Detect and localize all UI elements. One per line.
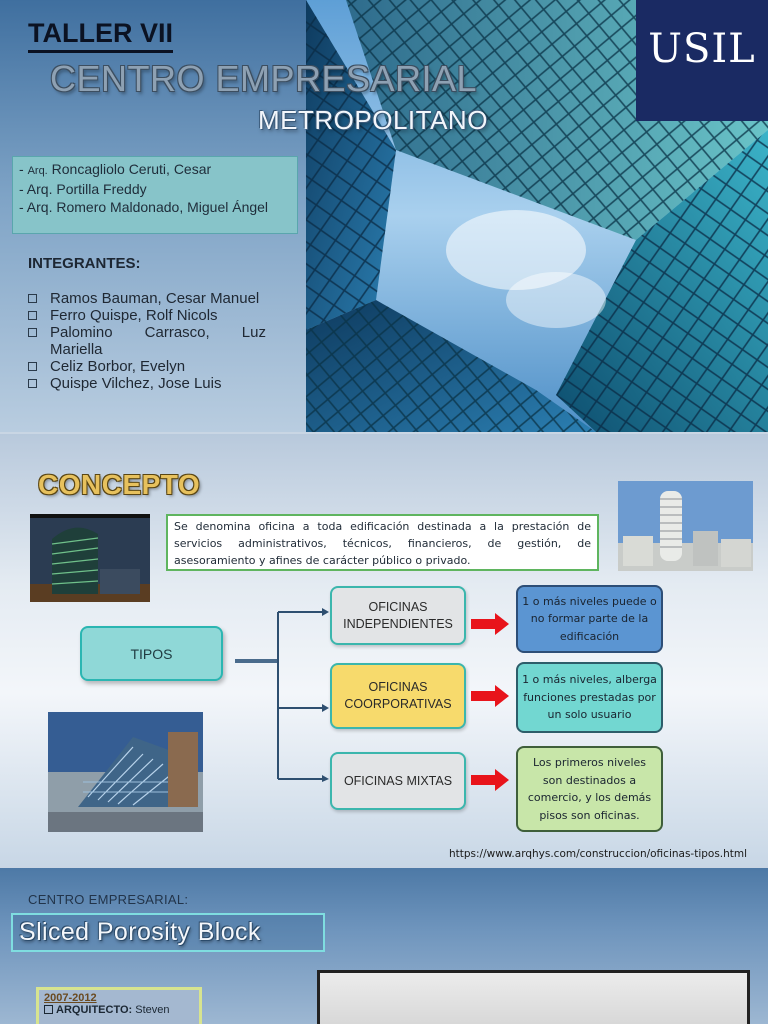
type-box-independent: OFICINAS INDEPENDIENTES xyxy=(330,586,466,645)
type-box-mixed: OFICINAS MIXTAS xyxy=(330,752,466,810)
case-label: CENTRO EMPRESARIAL: xyxy=(28,892,189,907)
architect-item: - Arq. Portilla Freddy xyxy=(19,181,147,197)
usil-logo xyxy=(636,0,768,121)
types-root-box: TIPOS xyxy=(80,626,223,681)
architect-line xyxy=(44,1004,194,1016)
red-right-arrow-icon xyxy=(471,769,509,791)
course-title: TALLER VII xyxy=(28,18,173,53)
case-title: Sliced Porosity Block xyxy=(11,913,325,952)
slide-concept xyxy=(0,434,768,866)
square-bullet-icon xyxy=(28,328,37,337)
members-title: INTEGRANTES: xyxy=(28,255,141,272)
architect-name: Steven xyxy=(135,1004,170,1016)
usil-logo-text: USIL xyxy=(648,26,756,72)
square-bullet-icon xyxy=(28,294,37,303)
member-item: Ramos Bauman, Cesar Manuel xyxy=(28,290,266,307)
type-description-corporate: 1 o más niveles, alberga funciones prestadas por un solo usuario xyxy=(516,662,663,733)
architect-item: - Arq. Romero Maldonado, Miguel Ángel xyxy=(19,199,269,215)
office-tower-night-photo xyxy=(30,514,150,602)
concept-title: CONCEPTO xyxy=(38,469,201,500)
architect-label: ARQUITECTO: xyxy=(56,1004,133,1016)
member-item: Palomino Carrasco, Luz Mariella xyxy=(28,324,266,358)
square-bullet-icon xyxy=(28,379,37,388)
architect-item: - Arq. Roncagliolo Ceruti, Cesar xyxy=(19,161,212,177)
project-title-line2: METROPOLITANO xyxy=(258,105,488,135)
definition-box: Se denomina oficina a toda edificación destinada a la prestación de servicios administrativos, técnicos, financieros, de gestión, de asesoramiento y afines de carácter público o privado. xyxy=(166,514,599,571)
image-frame xyxy=(317,970,750,1024)
member-item: Ferro Quispe, Rolf Nicols xyxy=(28,307,266,324)
type-description-mixed: Los primeros niveles son destinados a comercio, y los demás pisos son oficinas. xyxy=(516,746,663,832)
members-list xyxy=(28,290,266,392)
project-info-box xyxy=(36,987,202,1024)
slide-title xyxy=(0,0,768,432)
red-right-arrow-icon xyxy=(471,613,509,635)
corporate-building-photo xyxy=(48,712,203,832)
project-title-line1: CENTRO EMPRESARIAL xyxy=(50,58,478,99)
type-box-corporate: OFICINAS COORPORATIVAS xyxy=(330,663,466,729)
checkbox-bullet-icon xyxy=(44,1005,53,1014)
slide-case-study xyxy=(0,868,768,1024)
source-link[interactable]: https://www.arqhys.com/construccion/oficinas-tipos.html xyxy=(449,848,748,860)
type-description-independent: 1 o más niveles puede o no formar parte de la edificación xyxy=(516,585,663,653)
project-years: 2007-2012 xyxy=(44,992,97,1004)
architects-box xyxy=(12,156,298,234)
square-bullet-icon xyxy=(28,362,37,371)
city-tower-photo xyxy=(618,481,753,571)
member-item: Quispe Vilchez, Jose Luis xyxy=(28,375,266,392)
square-bullet-icon xyxy=(28,311,37,320)
types-connector xyxy=(230,602,330,782)
red-right-arrow-icon xyxy=(471,685,509,707)
member-item: Celiz Borbor, Evelyn xyxy=(28,358,266,375)
